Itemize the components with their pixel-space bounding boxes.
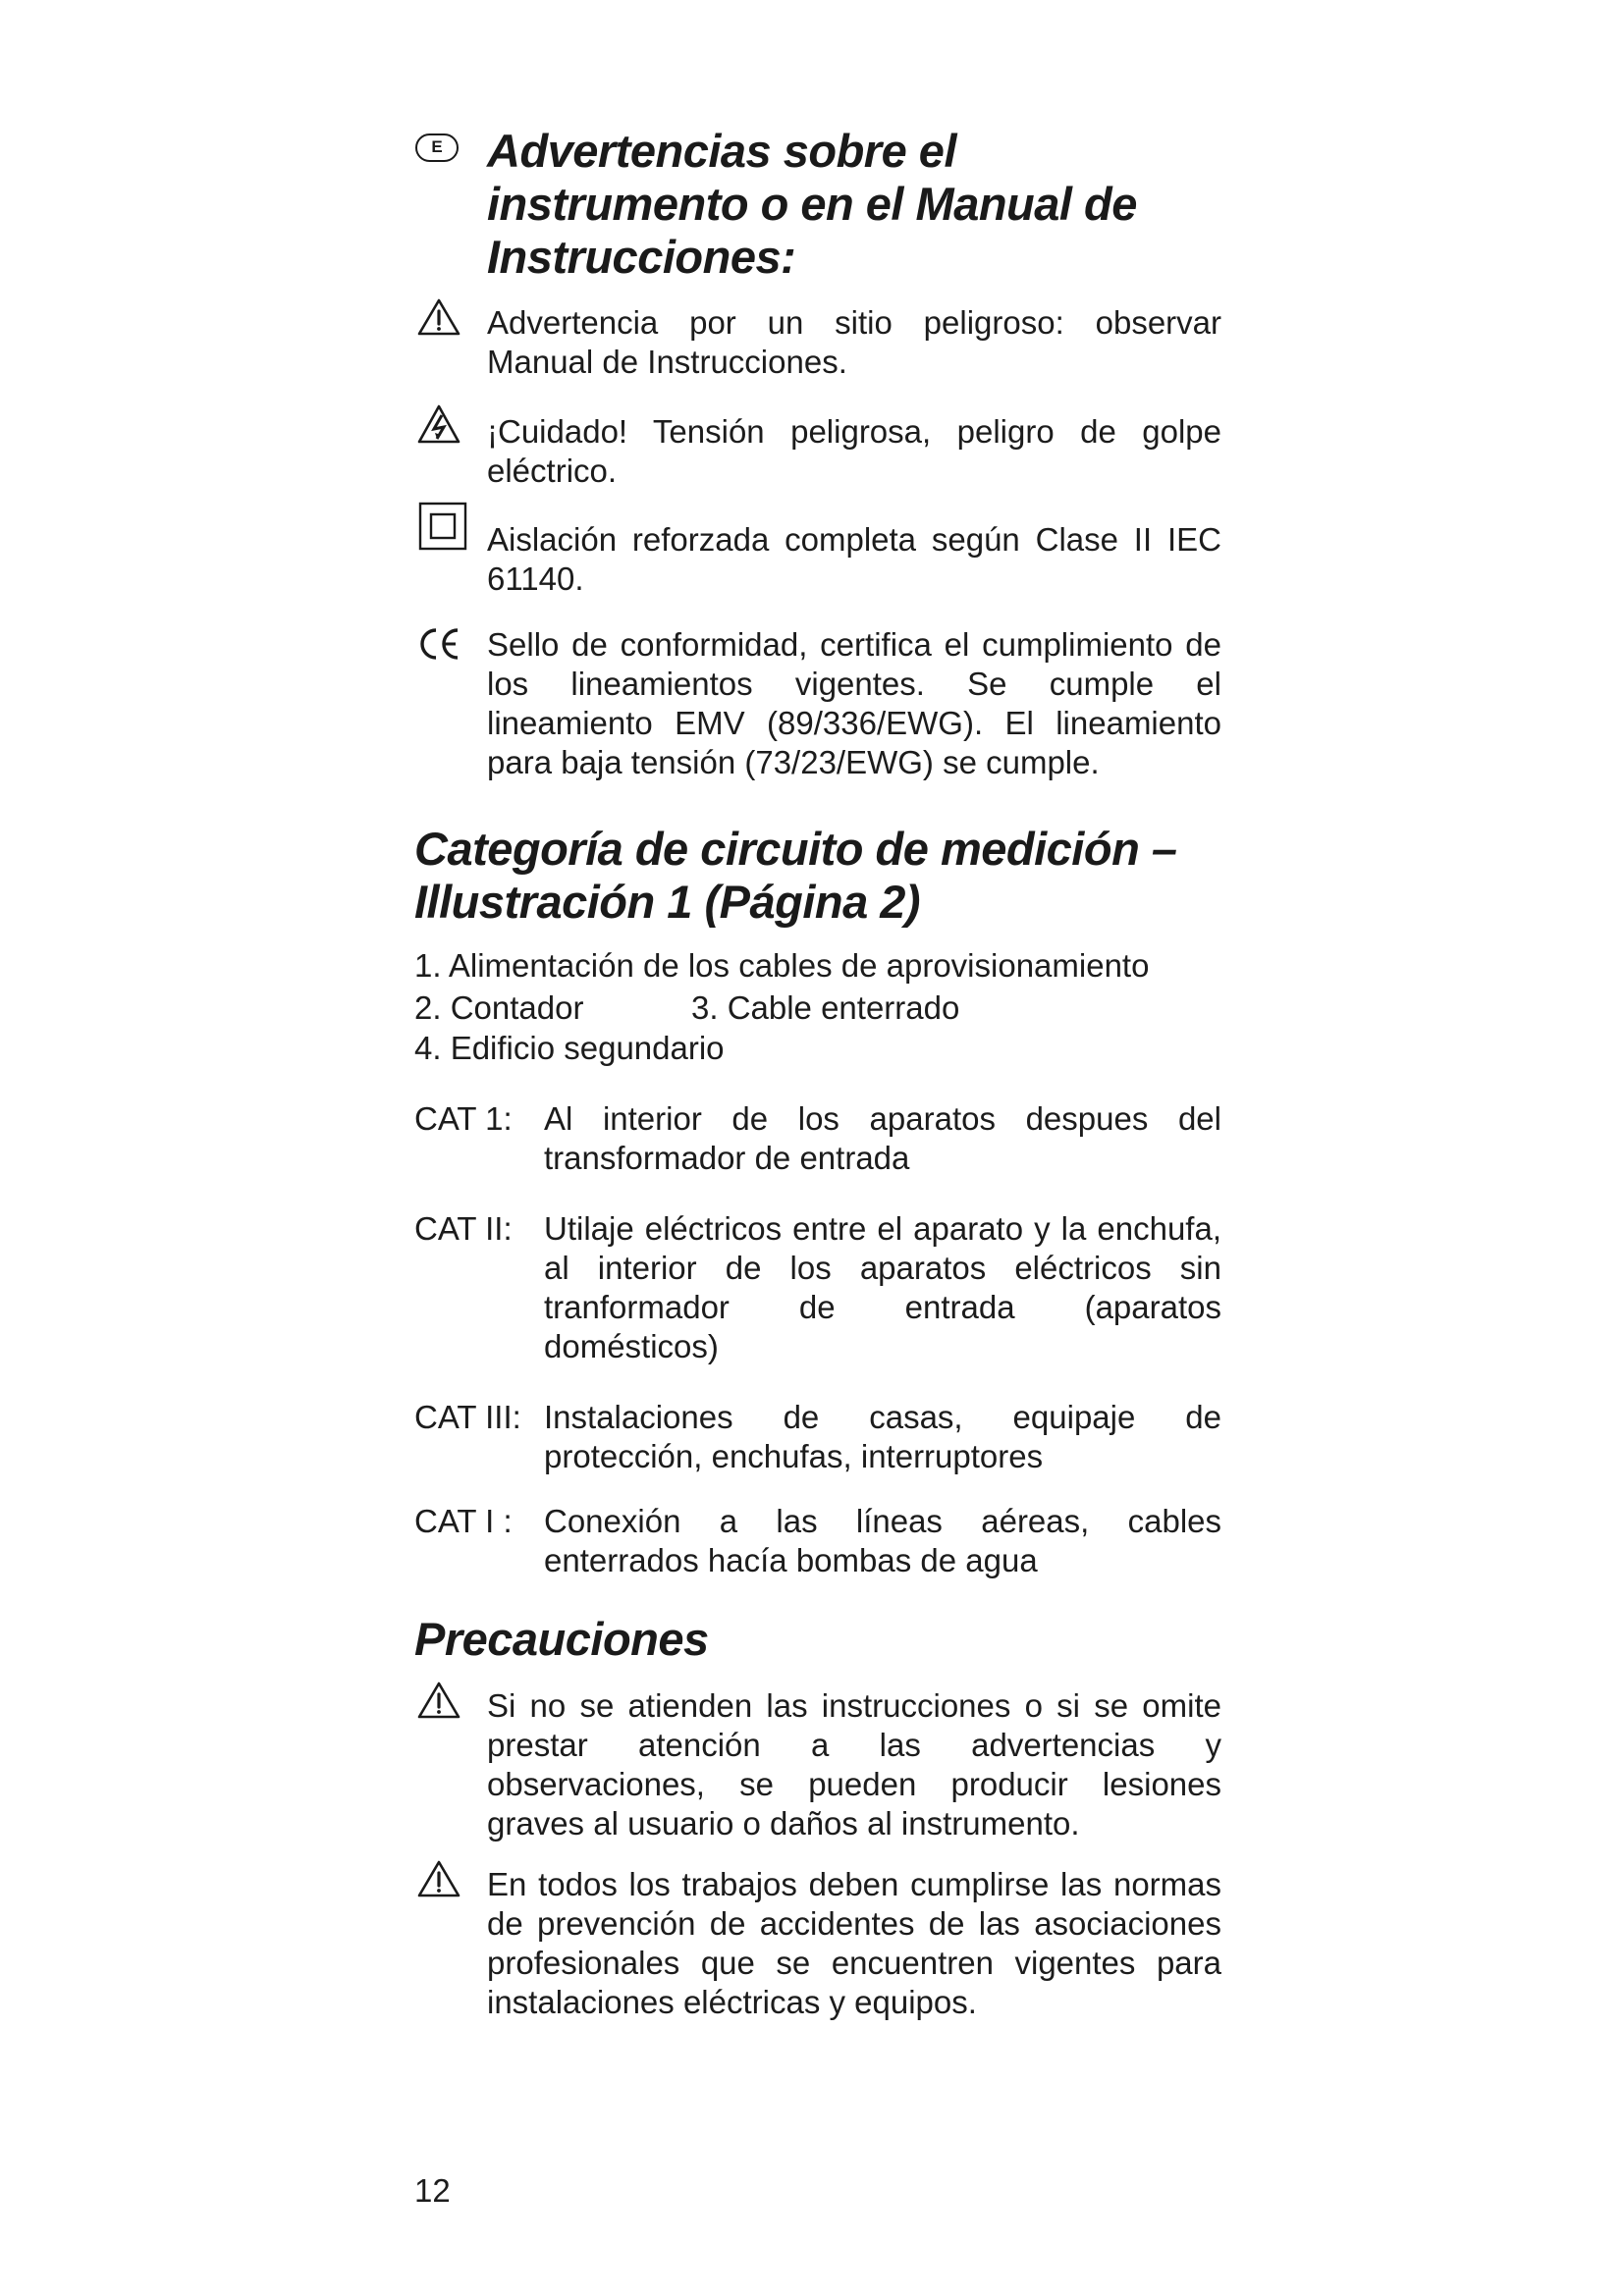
warnings-heading (487, 125, 1233, 284)
precaution-item-2 (487, 1865, 1221, 2022)
warning-item-3-text: Aislación reforzada completa según Clase II IEC 61140. (487, 521, 1221, 597)
cat-label: CAT 1: (414, 1100, 513, 1137)
warning-triangle-icon (416, 1859, 461, 1898)
warnings-heading-line-3: Instrucciones: (487, 231, 796, 283)
warning-item-4-text: Sello de conformidad, certifica el cumplimiento de los lineamientos vigentes. Se cumple el lineamiento EMV (89/336/EWG). El lineamiento para baja tensión (73/23/EWG) se cumple. (487, 626, 1221, 780)
precaution-item-1-text: Si no se atienden las instrucciones o si se omite prestar atención a las advertencias y observaciones, se pueden producir lesiones graves al usuario o daños al instrumento. (487, 1687, 1221, 1842)
page-number: 12 (414, 2172, 451, 2209)
precaution-item-1 (487, 1686, 1221, 1843)
warning-item-1-text: Advertencia por un sitio peligroso: observar Manual de Instrucciones. (487, 304, 1221, 380)
warning-item-2-text: ¡Cuidado! Tensión peligrosa, peligro de golpe eléctrico. (487, 413, 1221, 489)
warning-item-4 (487, 625, 1221, 782)
warning-item-3 (487, 520, 1221, 599)
warning-triangle-icon (416, 297, 461, 337)
cat-label: CAT II: (414, 1210, 513, 1247)
precautions-heading-text: Precauciones (414, 1613, 709, 1665)
precaution-item-2-text: En todos los trabajos deben cumplirse las normas de prevención de accidentes de las asociaciones profesionales que se encuentren vigentes para instalaciones eléctricas y equipos. (487, 1866, 1221, 2020)
warning-item-2 (487, 412, 1221, 491)
ce-mark-icon (416, 626, 463, 662)
cat-label: CAT I : (414, 1503, 513, 1539)
cat-description-text: Conexión a las líneas aéreas, cables enterrados hacía bombas de agua (544, 1503, 1221, 1578)
cat-description (544, 1209, 1221, 1366)
warnings-heading-line-1: Advertencias sobre el (487, 125, 956, 177)
cat-description-text: Al interior de los aparatos despues del transformador de entrada (544, 1100, 1221, 1176)
high-voltage-triangle-icon (416, 403, 461, 445)
cat-description (544, 1398, 1221, 1476)
cat-description (544, 1099, 1221, 1178)
cat-description (544, 1502, 1221, 1580)
list-item-4: 4. Edificio segundario (414, 1030, 725, 1066)
cat-description-text: Utilaje eléctricos entre el aparato y la enchufa, al interior de los aparatos eléctricos sin tranformador de entrada (aparatos domésticos) (544, 1210, 1221, 1364)
warning-item-1 (487, 303, 1221, 382)
list-item-3: 3. Cable enterrado (691, 989, 960, 1026)
precautions-heading (414, 1613, 709, 1666)
cat-label: CAT III: (414, 1399, 521, 1435)
language-badge: E (415, 133, 459, 162)
category-heading-line-2: Illustración 1 (Página 2) (414, 876, 921, 928)
list-item-1: 1. Alimentación de los cables de aprovisionamiento (414, 947, 1150, 984)
warnings-heading-line-2: instrumento o en el Manual de (487, 178, 1137, 230)
category-heading (414, 823, 1239, 929)
cat-description-text: Instalaciones de casas, equipaje de protección, enchufas, interruptores (544, 1399, 1221, 1474)
list-item-2: 2. Contador (414, 989, 584, 1026)
warning-triangle-icon (416, 1681, 461, 1720)
category-heading-line-1: Categoría de circuito de medición – (414, 823, 1177, 875)
double-insulation-icon (418, 502, 467, 551)
